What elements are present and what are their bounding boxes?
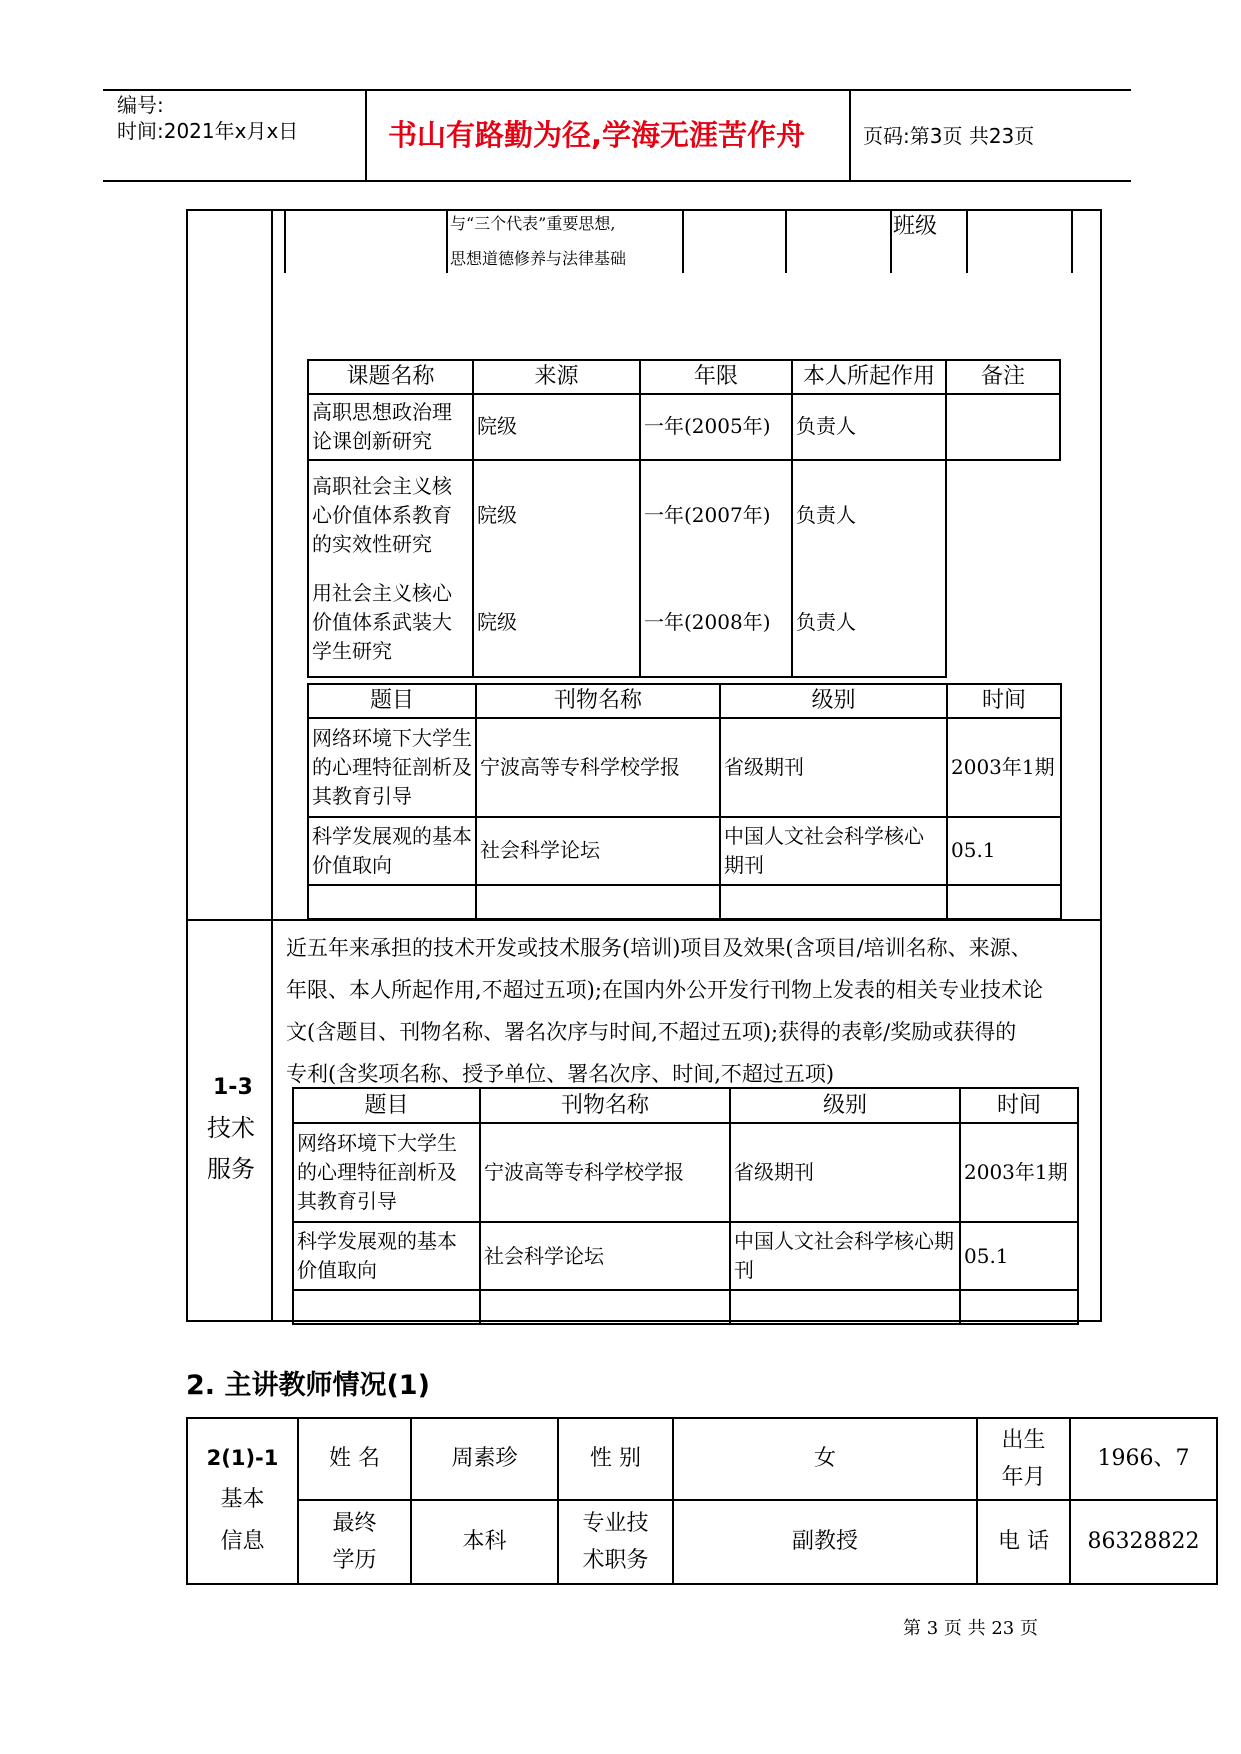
project-source: 院级	[473, 460, 640, 570]
frame-label-column-divider	[271, 209, 273, 1322]
research-projects-table	[307, 359, 1061, 678]
paper-time: 05.1	[947, 817, 1061, 885]
column-header: 级别	[730, 1088, 960, 1123]
section-1-3-instructions	[286, 927, 1098, 1095]
education-label-cell	[298, 1500, 411, 1584]
table-header-row	[308, 360, 1060, 394]
paper-title: 科学发展观的基本价值取向	[308, 817, 476, 885]
paper-level: 省级期刊	[720, 718, 947, 817]
service-journal	[480, 1290, 730, 1324]
fragment-line	[682, 209, 684, 273]
table-row	[187, 1418, 1217, 1500]
table-row	[293, 1290, 1078, 1324]
section-2-heading: 2. 主讲教师情况(1)	[186, 1370, 430, 1401]
education-label-line2: 学历	[332, 1548, 377, 1573]
header-bottom-rule	[103, 180, 1131, 182]
fragment-line	[284, 209, 286, 273]
header-motto: 书山有路勤为径,学海无涯苦作舟	[388, 118, 806, 152]
column-header: 刊物名称	[480, 1088, 730, 1123]
birth-label-line2: 年月	[1001, 1465, 1046, 1490]
section-2-label-line2: 信息	[220, 1528, 265, 1554]
service-time: 05.1	[960, 1222, 1078, 1290]
birth-label-line1: 出生	[1001, 1427, 1046, 1453]
paper-journal: 社会科学论坛	[476, 817, 720, 885]
table-header-row	[308, 684, 1061, 718]
column-header: 来源	[473, 360, 640, 394]
column-header: 题目	[293, 1088, 480, 1123]
table-row	[308, 718, 1061, 817]
name-label: 姓 名	[298, 1418, 411, 1500]
service-level: 省级期刊	[730, 1123, 960, 1222]
project-role: 负责人	[792, 570, 946, 677]
column-header: 时间	[947, 684, 1061, 718]
column-header: 级别	[720, 684, 947, 718]
paper-level	[720, 885, 947, 919]
header-divider-left	[365, 89, 367, 182]
title-label-line1: 专业技	[582, 1510, 649, 1536]
project-name: 高职社会主义核心价值体系教育的实效性研究	[308, 460, 473, 570]
name-value: 周素珍	[411, 1418, 558, 1500]
section-2-label-cell	[187, 1418, 298, 1584]
column-header: 题目	[308, 684, 476, 718]
paper-title	[308, 885, 476, 919]
title-label-line2: 术职务	[582, 1548, 649, 1573]
document-number-label: 编号:	[117, 93, 164, 117]
class-label: 班级	[893, 214, 938, 239]
header-divider-right	[849, 89, 851, 182]
table-row	[308, 885, 1061, 919]
service-title: 网络环境下大学生的心理特征剖析及其教育引导	[293, 1123, 480, 1222]
gender-label: 性 别	[558, 1418, 673, 1500]
table-row	[187, 1500, 1217, 1584]
section-1-3-code: 1-3	[213, 1075, 253, 1100]
section-1-3-label-line1: 技术	[207, 1114, 255, 1142]
column-header: 刊物名称	[476, 684, 720, 718]
service-time: 2003年1期	[960, 1123, 1078, 1222]
frame-left	[186, 209, 188, 1322]
fragment-line	[1071, 209, 1073, 273]
project-period: 一年(2005年)	[640, 394, 792, 460]
education-label-line1: 最终	[332, 1510, 377, 1536]
service-level	[730, 1290, 960, 1324]
published-papers-table	[307, 683, 1062, 920]
table-header-row	[293, 1088, 1078, 1123]
paper-journal: 宁波高等专科学校学报	[476, 718, 720, 817]
project-period: 一年(2008年)	[640, 570, 792, 677]
project-period: 一年(2007年)	[640, 460, 792, 570]
frame-right	[1100, 209, 1102, 1322]
paper-time	[947, 885, 1061, 919]
document-time-label: 时间:2021年x月x日	[117, 119, 299, 143]
project-note	[946, 460, 1060, 570]
paper-time: 2003年1期	[947, 718, 1061, 817]
project-note	[946, 394, 1060, 460]
gender-value: 女	[673, 1418, 977, 1500]
table-row	[308, 817, 1061, 885]
header-top-rule	[103, 89, 1131, 91]
page-footer: 第 3 页 共 23 页	[903, 1618, 1038, 1639]
project-role: 负责人	[792, 460, 946, 570]
table-row	[293, 1123, 1078, 1222]
paper-level: 中国人文社会科学核心期刊	[720, 817, 947, 885]
column-header: 本人所起作用	[792, 360, 946, 394]
table-row	[308, 570, 1060, 677]
table-row	[308, 460, 1060, 570]
fragment-line	[785, 209, 787, 273]
instruction-line: 专利(含奖项名称、授予单位、署名次序、时间,不超过五项)	[286, 1062, 835, 1086]
fragment-line	[890, 209, 892, 273]
table-row	[293, 1222, 1078, 1290]
column-header: 课题名称	[308, 360, 473, 394]
column-header: 年限	[640, 360, 792, 394]
service-title	[293, 1290, 480, 1324]
instruction-line: 文(含题目、刊物名称、署名次序与时间,不超过五项);获得的表彰/奖励或获得的	[286, 1020, 1017, 1044]
technical-service-table	[292, 1087, 1079, 1325]
birth-value: 1966、7	[1070, 1418, 1217, 1500]
paper-journal	[476, 885, 720, 919]
table-row	[308, 394, 1060, 460]
instruction-line: 年限、本人所起作用,不超过五项);在国内外公开发行刊物上发表的相关专业技术论	[286, 978, 1043, 1002]
instruction-line: 近五年来承担的技术开发或技术服务(培训)项目及效果(含项目/培训名称、来源、	[286, 936, 1032, 960]
project-note	[946, 570, 1060, 677]
title-value: 副教授	[673, 1500, 977, 1584]
project-role: 负责人	[792, 394, 946, 460]
teacher-basic-info-table	[186, 1417, 1218, 1585]
education-value: 本科	[411, 1500, 558, 1584]
service-journal: 社会科学论坛	[480, 1222, 730, 1290]
course-name-line1: 与“三个代表”重要思想,	[450, 214, 616, 233]
phone-label: 电 话	[977, 1500, 1070, 1584]
fragment-line	[966, 209, 968, 273]
project-name: 高职思想政治理论课创新研究	[308, 394, 473, 460]
column-header: 备注	[946, 360, 1060, 394]
section-2-code: 2(1)-1	[206, 1446, 279, 1471]
service-title: 科学发展观的基本价值取向	[293, 1222, 480, 1290]
project-source: 院级	[473, 570, 640, 677]
column-header: 时间	[960, 1088, 1078, 1123]
service-level: 中国人文社会科学核心期刊	[730, 1222, 960, 1290]
fragment-line	[446, 209, 448, 273]
project-name: 用社会主义核心价值体系武装大学生研究	[308, 570, 473, 677]
section-2-label-line1: 基本	[220, 1487, 265, 1513]
course-name-line2: 思想道德修养与法律基础	[450, 249, 627, 268]
project-source: 院级	[473, 394, 640, 460]
paper-title: 网络环境下大学生的心理特征剖析及其教育引导	[308, 718, 476, 817]
birth-label-cell	[977, 1418, 1070, 1500]
title-label-cell	[558, 1500, 673, 1584]
service-journal: 宁波高等专科学校学报	[480, 1123, 730, 1222]
page-number-label: 页码:第3页 共23页	[863, 124, 1035, 148]
service-time	[960, 1290, 1078, 1324]
section-1-3-label-line2: 服务	[207, 1155, 255, 1183]
phone-value: 86328822	[1070, 1500, 1217, 1584]
frame-top	[186, 209, 1102, 211]
